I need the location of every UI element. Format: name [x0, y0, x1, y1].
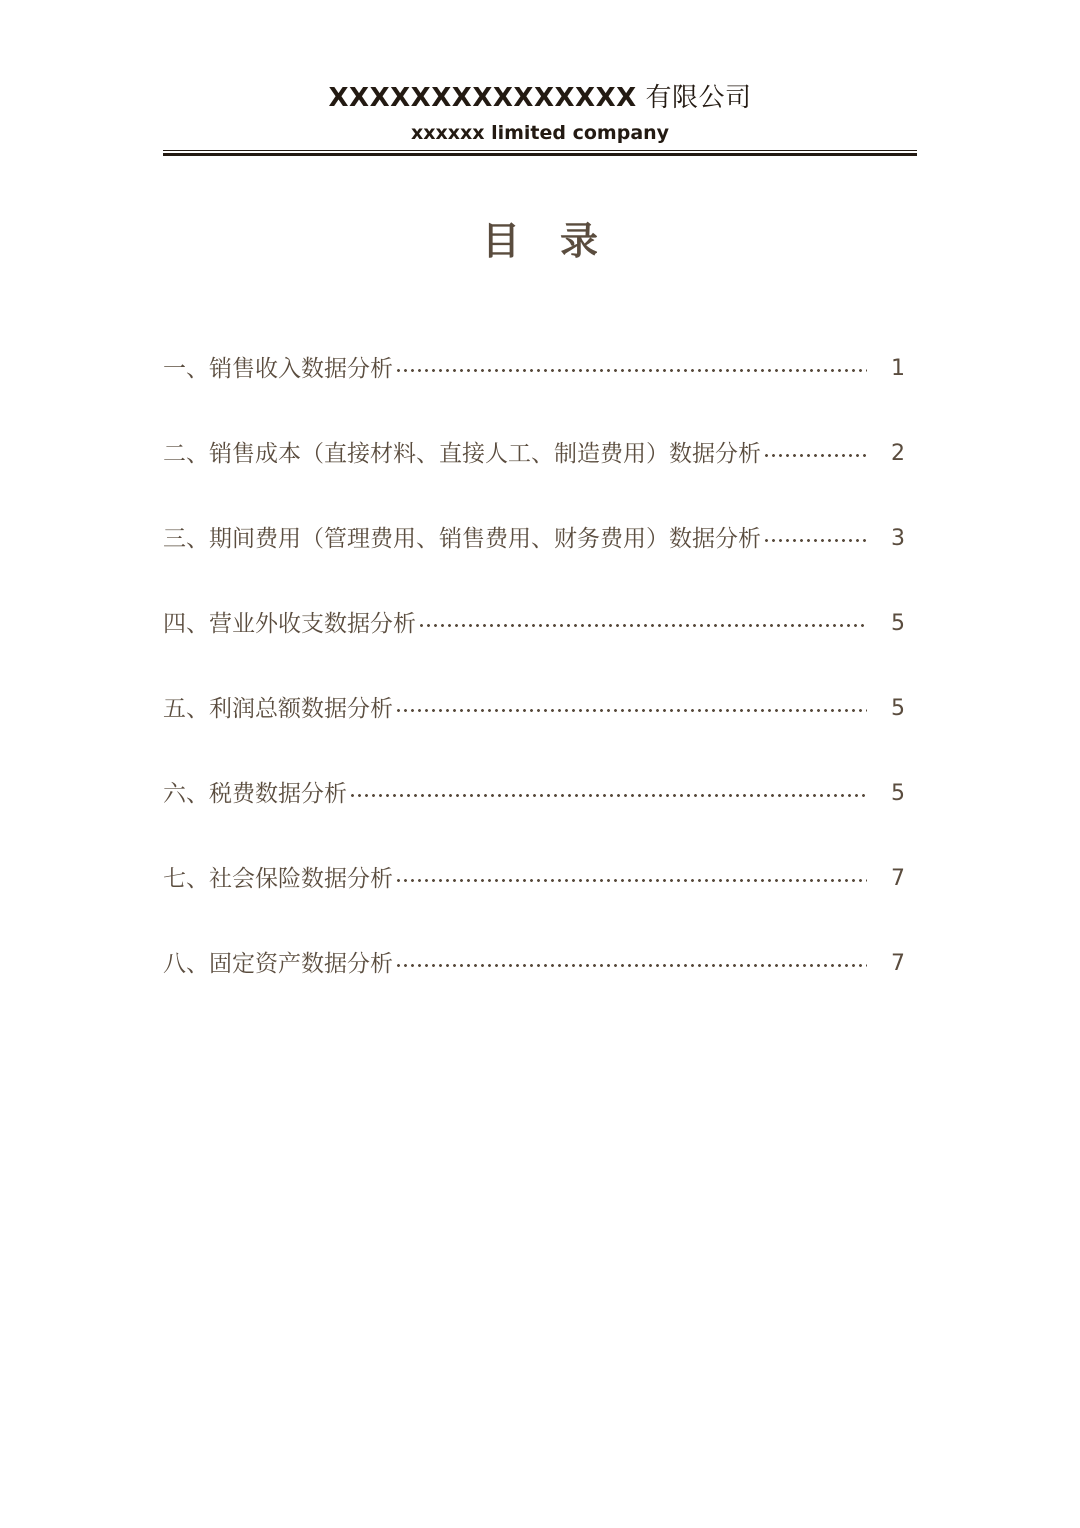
toc-leader-dots [418, 600, 867, 648]
toc-leader-dots [395, 345, 867, 393]
table-of-contents [163, 345, 905, 1025]
toc-entry-page: 7 [891, 866, 905, 891]
toc-leader-dots [395, 855, 867, 903]
header-divider-thin [163, 150, 917, 151]
toc-entry-page: 5 [891, 781, 905, 806]
header-divider [163, 150, 917, 157]
toc-entry-label: 五、利润总额数据分析 [163, 696, 393, 722]
toc-entry-label: 七、社会保险数据分析 [163, 866, 393, 892]
toc-entry[interactable] [163, 430, 905, 515]
toc-entry[interactable] [163, 515, 905, 600]
company-subtitle: xxxxxx limited company [410, 122, 670, 144]
toc-entry-label: 六、税费数据分析 [163, 781, 347, 807]
company-name-en: XXXXXXXXXXXXXXX [328, 83, 637, 113]
toc-entry-page: 5 [891, 696, 905, 721]
toc-entry[interactable] [163, 855, 905, 940]
company-name-cn: 有限公司 [645, 83, 752, 113]
toc-entry[interactable] [163, 940, 905, 1025]
toc-entry-page: 7 [891, 951, 905, 976]
toc-entry-page: 5 [891, 611, 905, 636]
toc-entry[interactable] [163, 770, 905, 855]
toc-entry[interactable] [163, 600, 905, 685]
toc-leader-dots [763, 515, 867, 563]
toc-leader-dots [763, 430, 867, 478]
toc-leader-dots [395, 940, 867, 988]
toc-leader-dots [395, 685, 867, 733]
toc-entry-label: 八、固定资产数据分析 [163, 951, 393, 977]
toc-entry-page: 1 [891, 356, 905, 381]
toc-leader-dots [349, 770, 867, 818]
toc-entry-label: 二、销售成本（直接材料、直接人工、制造费用）数据分析 [163, 441, 761, 467]
header-divider-thick [163, 153, 917, 156]
toc-entry-label: 一、销售收入数据分析 [163, 356, 393, 382]
toc-entry-page: 2 [891, 441, 905, 466]
toc-title: 目录 [481, 219, 638, 263]
toc-entry-label: 四、营业外收支数据分析 [163, 611, 416, 637]
toc-entry-page: 3 [891, 526, 905, 551]
toc-entry-label: 三、期间费用（管理费用、销售费用、财务费用）数据分析 [163, 526, 761, 552]
toc-entry[interactable] [163, 345, 905, 430]
document-header [163, 80, 917, 146]
company-name [163, 80, 917, 116]
toc-entry[interactable] [163, 685, 905, 770]
